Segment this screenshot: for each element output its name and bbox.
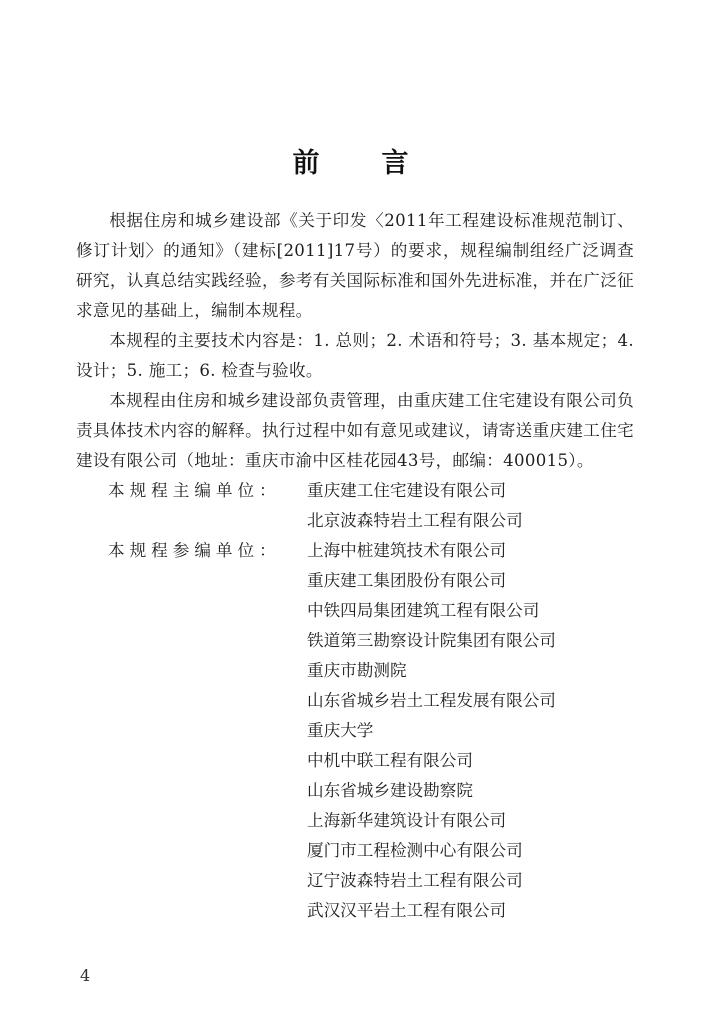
unit-item: 中铁四局集团建筑工程有限公司 [307, 601, 540, 620]
preface-body [76, 206, 634, 926]
page-title: 前言 [292, 148, 471, 180]
paragraph-management: 本规程由住房和城乡建设部负责管理，由重庆建工住宅建设有限公司负责具体技术内容的解释。执行过程中如有意见或建议，请寄送重庆建工住宅建设有限公司（地址：重庆市渝中区桂花园43号，邮编：400015）。 [76, 391, 634, 470]
paragraph-technical-contents: 本规程的主要技术内容是：1. 总则；2. 术语和符号；3. 基本规定；4. 设计；5. 施工；6. 检查与验收。 [76, 331, 634, 380]
chief-editor-units [76, 476, 634, 536]
unit-item: 铁道第三勘察设计院集团有限公司 [307, 631, 556, 650]
unit-item: 武汉汉平岩土工程有限公司 [307, 901, 507, 920]
unit-item: 辽宁波森特岩土工程有限公司 [307, 871, 523, 890]
participating-units [76, 536, 634, 926]
participating-units-label: 本规程参编单位： [108, 541, 281, 560]
unit-item: 上海中桩建筑技术有限公司 [307, 541, 507, 560]
unit-item: 重庆大学 [307, 721, 374, 740]
unit-item: 中机中联工程有限公司 [307, 751, 473, 770]
unit-item: 重庆市勘测院 [307, 661, 407, 680]
unit-item: 厦门市工程检测中心有限公司 [307, 841, 523, 860]
paragraph-background: 根据住房和城乡建设部《关于印发〈2011年工程建设标准规范制订、修订计划〉的通知》（建标[2011]17号）的要求，规程编制组经广泛调查研究，认真总结实践经验，参考有关国际标准和国外先进标准，并在广泛征求意见的基础上，编制本规程。 [76, 211, 634, 320]
chief-editor-units-label: 本规程主编单位： [108, 481, 281, 500]
unit-item: 山东省城乡岩土工程发展有限公司 [307, 691, 556, 710]
page-number: 4 [80, 966, 91, 985]
unit-item: 北京波森特岩土工程有限公司 [307, 511, 523, 530]
participating-units-list [307, 536, 556, 926]
unit-item: 上海新华建筑设计有限公司 [307, 811, 507, 830]
unit-item: 重庆建工住宅建设有限公司 [307, 481, 507, 500]
unit-item: 重庆建工集团股份有限公司 [307, 571, 507, 590]
chief-editor-units-list [307, 476, 523, 536]
unit-item: 山东省城乡建设勘察院 [307, 781, 473, 800]
